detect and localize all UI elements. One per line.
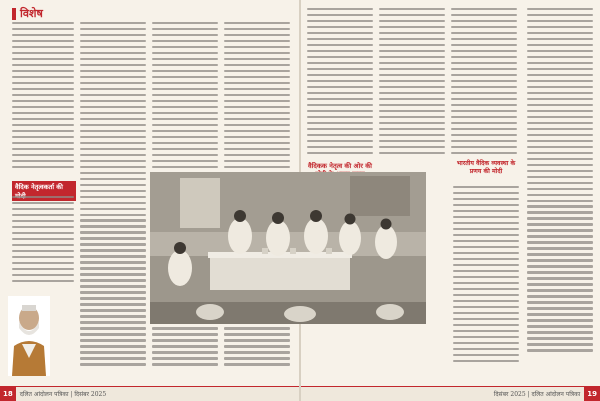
left-footer [0,386,299,401]
right-subheading-1: वैदिकक नेतृत्व की ओर की [307,162,372,170]
right-col4-text [527,8,593,355]
section-label: विशेष [20,7,43,20]
portrait-photo [8,296,50,376]
archival-group-photo [150,172,426,324]
right-subheading-2: भारतीय वैदिक व्यवस्था के प्रणय की मोदी [456,160,516,175]
right-col2-text [379,8,445,158]
section-tab [12,6,43,21]
left-col2-text [80,22,146,369]
right-col1-text [307,8,373,158]
left-footer-text: दलित आंदोलन पत्रिका | दिसंबर 2025 [19,391,107,398]
right-footer-text: दिसंबर 2025 | दलित आंदोलन पत्रिका [493,391,581,398]
section-marker [12,8,16,20]
right-page-number: 19 [584,387,600,401]
left-col1-text [12,22,74,172]
left-col1-text-b [12,196,74,286]
left-page-number: 18 [0,387,16,401]
portrait-figure-icon [8,296,50,376]
left-subheading: वैदिक नेतृत्वकर्ता की [12,181,76,201]
right-footer [301,386,600,401]
right-col3-text [451,8,517,158]
meeting-scene-illustration [150,172,426,324]
right-col3-text-b [453,186,519,366]
